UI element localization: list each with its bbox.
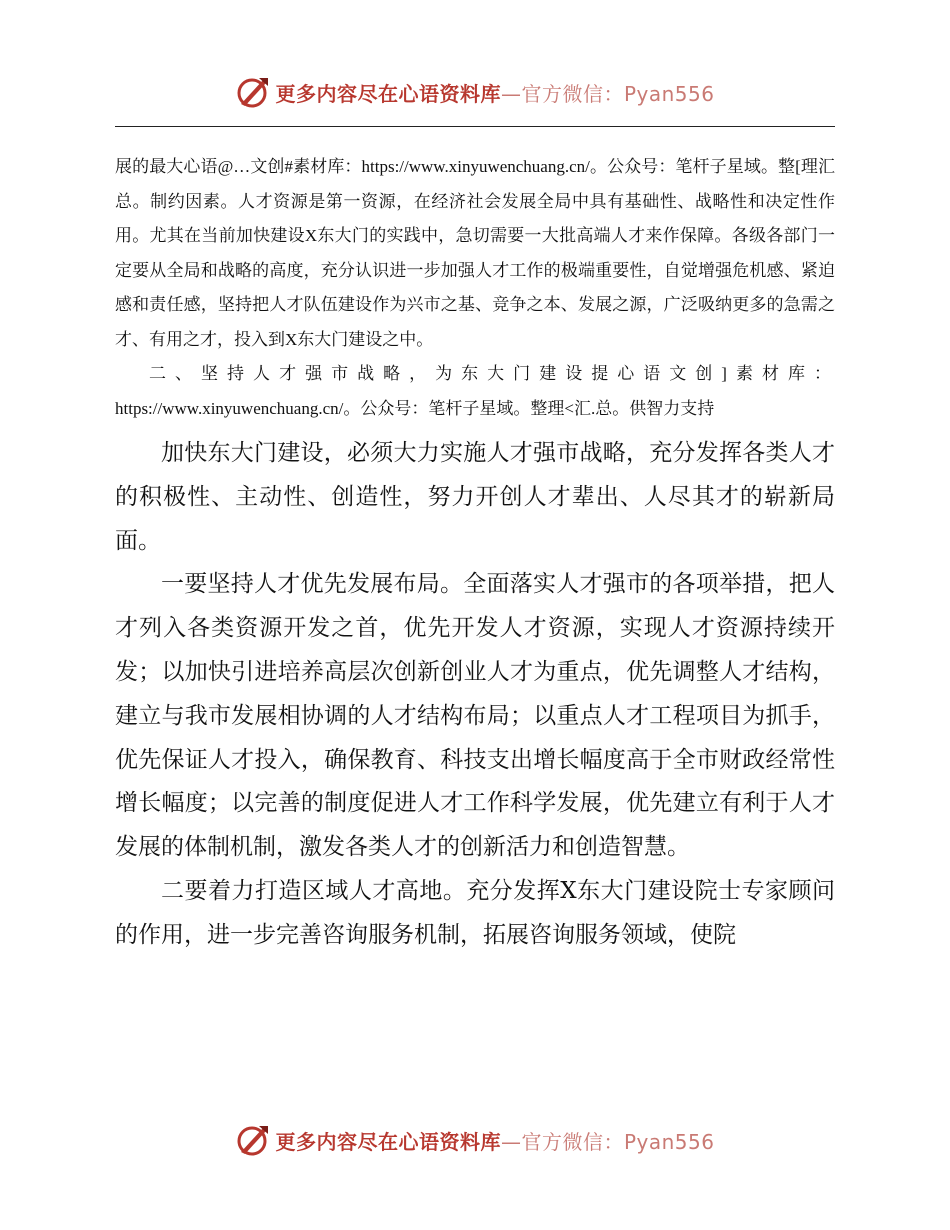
footer-banner-wechat: —官方微信：Pyan556 (500, 1129, 715, 1154)
header-banner-wechat: —官方微信：Pyan556 (500, 81, 715, 106)
document-body (115, 150, 835, 958)
paragraph-2-url: https://www.xinyuwenchuang.cn/。公众号：笔杆子星域。整理<汇.总。供智力支持 (115, 398, 715, 418)
paragraph-5: 二要着力打造区域人才高地。充分发挥X东大门建设院士专家顾问的作用，进一步完善咨询服务机制，拓展咨询服务领域，使院 (115, 877, 835, 948)
paragraph-2-heading-text: 二、坚持人才强市战略，为东大门建设提心语文创]素材库： (149, 364, 835, 383)
pen-quill-logo-icon (235, 74, 271, 110)
footer-banner (0, 1120, 950, 1160)
footer-banner-title: 更多内容尽在心语资料库 (275, 1129, 501, 1154)
pen-quill-logo-icon (235, 1122, 271, 1158)
paragraph-3: 加快东大门建设，必须大力实施人才强市战略，充分发挥各类人才的积极性、主动性、创造性，努力开创人才辈出、人尽其才的崭新局面。 (115, 440, 835, 554)
header-banner (0, 72, 950, 112)
header-banner-title: 更多内容尽在心语资料库 (275, 81, 501, 106)
paragraph-4: 一要坚持人才优先发展布局。全面落实人才强市的各项举措，把人才列入各类资源开发之首，优先开发人才资源，实现人才资源持续开发；以加快引进培养高层次创新创业人才为重点，优先调整人才结构，建立与我市发展相协调的人才结构布局；以重点人才工程项目为抓手，优先保证人才投入，确保教育、科技支出增长幅度高于全市财政经常性增长幅度；以完善的制度促进人才工作科学发展，优先建立有利于人才发展的体制机制，激发各类人才的创新活力和创造智慧。 (115, 571, 835, 861)
header-divider (115, 126, 835, 127)
paragraph-2-heading (115, 357, 835, 426)
paragraph-1: 展的最大心语@…文创#素材库：https://www.xinyuwenchuang.cn/。公众号：笔杆子星域。整[理汇总。制约因素。人才资源是第一资源，在经济社会发展全局中具有基础性、战略性和决定性作用。尤其在当前加快建设X东大门的实践中，急切需要一大批高端人才来作保障。各级各部门一定要从全局和战略的高度，充分认识进一步加强人才工作的极端重要性，自觉增强危机感、紧迫感和责任感，坚持把人才队伍建设作为兴市之基、竞争之本、发展之源，广泛吸纳更多的急需之才、有用之才，投入到X东大门建设之中。 (115, 157, 835, 349)
